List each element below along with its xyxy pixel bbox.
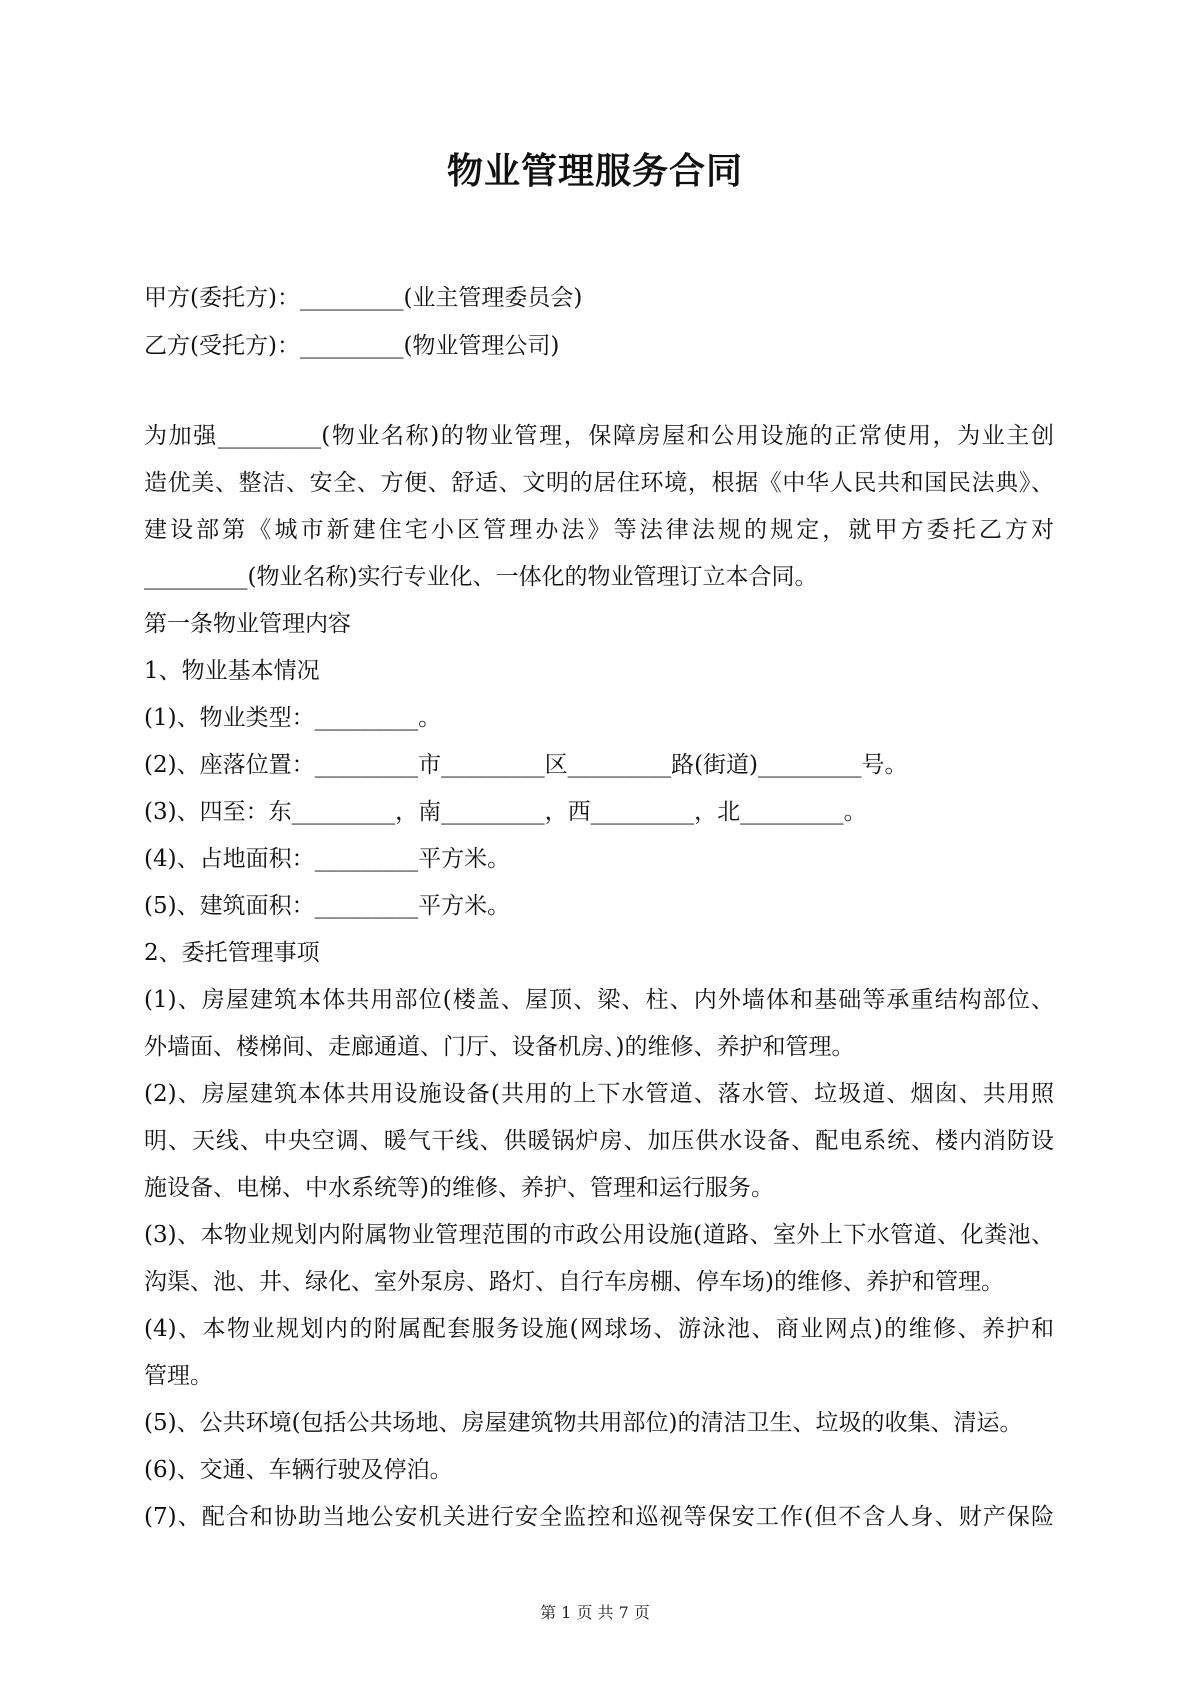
list-item: (3)、四至：东_________，南_________，西_________，北_________。 [144,799,867,825]
list-item: 施设备、电梯、中水系统等)的维修、养护、管理和运行服务。 [144,1175,774,1201]
paragraph-line: 造优美、整洁、安全、方便、舒适、文明的居住环境，根据《中华人民共和国民法典》、 [144,470,1054,496]
page-title: 物业管理服务合同 [446,151,743,192]
subsection-heading: 1、物业基本情况 [144,658,320,684]
list-item: 沟渠、池、井、绿化、室外泵房、路灯、自行车房棚、停车场)的维修、养护和管理。 [144,1269,1004,1295]
section-heading: 第一条物业管理内容 [144,611,351,637]
list-item: (1)、物业类型：_________。 [144,705,442,731]
list-item: (3)、本物业规划内附属物业管理范围的市政公用设施(道路、室外上下水管道、化粪池、 [144,1222,1054,1248]
subsection-heading: 2、委托管理事项 [144,940,320,966]
list-item: 外墙面、楼梯间、走廊通道、门厅、设备机房、)的维修、养护和管理。 [144,1034,855,1060]
list-item: (7)、配合和协助当地公安机关进行安全监控和巡视等保安工作(但不含人身、财产保险 [144,1504,1054,1530]
list-item: 管理。 [144,1363,213,1389]
party-b-line: 乙方(受托方)：_________(物业管理公司) [144,333,560,359]
paragraph-line: _________(物业名称)实行专业化、一体化的物业管理订立本合同。 [144,564,818,590]
list-item: (2)、座落位置：_________市_________区_________路(街道)_________号。 [144,752,908,778]
page-footer: 第 1 页 共 7 页 [540,1603,650,1622]
list-item: (6)、交通、车辆行驶及停泊。 [144,1457,453,1483]
contract-body [144,420,1054,1548]
list-item: 明、天线、中央空调、暖气干线、供暖锅炉房、加压供水设备、配电系统、楼内消防设 [144,1128,1054,1154]
list-item: (5)、建筑面积：_________平方米。 [144,893,511,919]
list-item: (4)、本物业规划内的附属配套服务设施(网球场、游泳池、商业网点)的维修、养护和 [144,1316,1054,1342]
paragraph-line: 建设部第《城市新建住宅小区管理办法》等法律法规的规定，就甲方委托乙方对 [144,517,1054,543]
party-a-line: 甲方(委托方)：_________(业主管理委员会) [144,285,583,311]
list-item: (2)、房屋建筑本体共用设施设备(共用的上下水管道、落水管、垃圾道、烟囱、共用照 [144,1081,1054,1107]
list-item: (4)、占地面积：_________平方米。 [144,846,511,872]
list-item: (1)、房屋建筑本体共用部位(楼盖、屋顶、梁、柱、内外墙体和基础等承重结构部位、 [144,987,1054,1013]
paragraph-line: 为加强_________(物业名称)的物业管理，保障房屋和公用设施的正常使用，为业主创 [144,423,1054,449]
list-item: (5)、公共环境(包括公共场地、房屋建筑物共用部位)的清洁卫生、垃圾的收集、清运。 [144,1410,1023,1436]
